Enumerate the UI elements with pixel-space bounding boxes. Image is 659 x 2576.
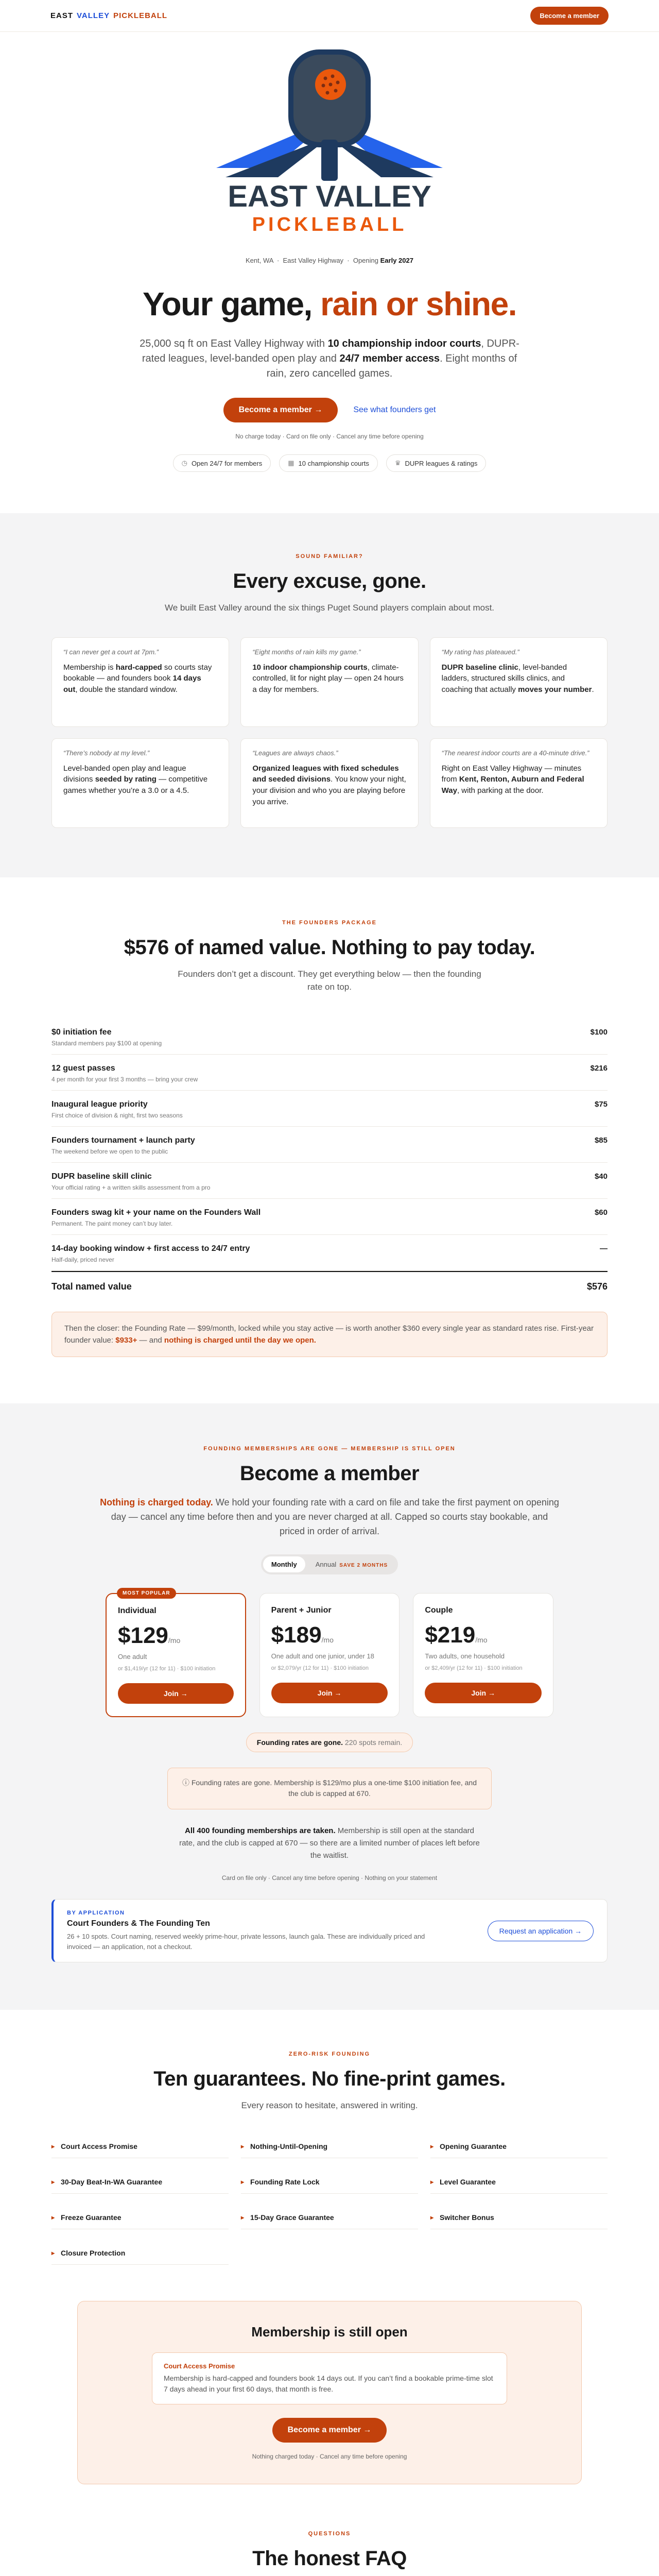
hero-become-member-button[interactable]: Become a member →: [223, 398, 338, 422]
guarantee-item[interactable]: ▸ Nothing-Until-Opening: [241, 2135, 418, 2158]
guarantee-item[interactable]: ▸ Switcher Bonus: [430, 2206, 608, 2229]
excuse-card: “The nearest indoor courts are a 40-minute drive.” Right on East Valley Highway — minutes from Kent, Renton, Auburn and Federal Way, with parking at the door.: [430, 738, 608, 828]
chevron-right-icon: ▸: [430, 2213, 434, 2221]
road-text: East Valley Highway: [283, 257, 344, 264]
chevron-right-icon: ▸: [51, 2178, 55, 2185]
nav-become-member-button[interactable]: Become a member: [530, 7, 609, 25]
value-row: $0 initiation fee Standard members pay $100 at opening $100: [51, 1019, 608, 1055]
chevron-right-icon: ▸: [241, 2213, 245, 2221]
excuse-card: “Eight months of rain kills my game.” 10 indoor championship courts, climate-controlled, lit for night play — open 24 hours a day for members.: [240, 637, 418, 727]
still-open-title: Membership is still open: [251, 2324, 408, 2340]
value-row: Founders tournament + launch party The weekend before we open to the public $85: [51, 1127, 608, 1163]
excuses-section: [0, 513, 659, 877]
feature-pills: [0, 454, 659, 472]
plan-cards: [106, 1590, 553, 1717]
still-open-become-member-button[interactable]: Become a member →: [272, 2418, 387, 2443]
founders-title: $576 of named value. Nothing to pay today.: [124, 936, 535, 959]
guarantees-subtitle: Every reason to hesitate, answered in writing.: [241, 2100, 418, 2111]
guarantee-item[interactable]: ▸ 30-Day Beat-In-WA Guarantee: [51, 2171, 229, 2194]
court-access-promise-card: Court Access Promise Membership is hard-capped and founders book 14 days out. If you can’t find a bookable prime-time slot 7 days ahead in your first 60 days, that month is free.: [152, 2352, 507, 2404]
founders-eyebrow: THE FOUNDERS PACKAGE: [282, 919, 377, 926]
faq-section: [0, 2520, 659, 2576]
excuse-card: “Leagues are always chaos.” Organized leagues with fixed schedules and seeded divisions. You know your night, your division and who you are playing before you arrive.: [240, 738, 418, 828]
guarantee-item[interactable]: ▸ 15-Day Grace Guarantee: [241, 2206, 418, 2229]
founders-closer-note: Then the closer: the Founding Rate — $99/month, locked while you stay active — is worth another $360 every single year as standard rates rise. First-year founder value: $933+ — and nothing is charged until the day we open.: [51, 1312, 608, 1358]
chevron-right-icon: ▸: [241, 2142, 245, 2150]
excuse-cards: [51, 637, 608, 828]
east-valley-pickleball-logo: [196, 44, 463, 245]
join-parent-junior-button[interactable]: Join →: [271, 1683, 388, 1703]
brand-word-pickleball: PICKLEBALL: [113, 11, 168, 20]
guarantee-list: [51, 2135, 608, 2265]
guarantee-item[interactable]: ▸ Court Access Promise: [51, 2135, 229, 2158]
chevron-right-icon: ▸: [241, 2178, 245, 2185]
see-founders-link[interactable]: See what founders get: [353, 405, 436, 414]
spots-remaining-pill: Founding rates are gone. 220 spots remain.: [246, 1733, 413, 1752]
value-row: DUPR baseline skill clinic Your official rating + a written skills assessment from a pro $40: [51, 1163, 608, 1199]
membership-small-note: Card on file only · Cancel any time before opening · Nothing on your statement: [221, 1874, 438, 1882]
hero-disclaimer: No charge today · Card on file only · Cancel any time before opening: [235, 433, 424, 440]
pill-courts: ▦ 10 championship courts: [279, 454, 378, 472]
brand-word-east: EAST: [50, 11, 74, 20]
most-popular-badge: MOST POPULAR: [117, 1588, 176, 1599]
excuse-card: “My rating has plateaued.” DUPR baseline clinic, level-banded ladders, structured skills clinics, and coaching that actually moves your number.: [430, 637, 608, 727]
guarantee-item[interactable]: ▸ Level Guarantee: [430, 2171, 608, 2194]
value-row: Inaugural league priority First choice of division & night, first two seasons $75: [51, 1091, 608, 1127]
chevron-right-icon: ▸: [51, 2213, 55, 2221]
hero-cta-row: [0, 398, 659, 422]
save-badge: SAVE 2 MONTHS: [339, 1562, 388, 1568]
clock-icon: ◷: [181, 459, 187, 467]
chevron-right-icon: ▸: [430, 2178, 434, 2185]
guarantee-item[interactable]: ▸ Freeze Guarantee: [51, 2206, 229, 2229]
excuse-card: “I can never get a court at 7pm.” Membership is hard-capped so courts stay bookable — and founders book 14 days out, double the standard window.: [51, 637, 229, 727]
faq-eyebrow: QUESTIONS: [308, 2530, 351, 2537]
join-individual-button[interactable]: Join →: [118, 1683, 234, 1704]
guarantees-eyebrow: ZERO-RISK FOUNDING: [288, 2051, 371, 2058]
membership-title: Become a member: [239, 1462, 420, 1485]
plan-card-parent-junior: Parent + Junior $189/mo One adult and one junior, under 18 or $2,079/yr (12 for 11) · $100 initiation Join →: [259, 1593, 400, 1717]
hero-title-accent: rain or shine.: [320, 285, 516, 323]
guarantees-title: Ten guarantees. No fine-print games.: [153, 2067, 506, 2091]
founders-subtitle: Founders don’t get a discount. They get everything below — then the founding rate on top.: [178, 969, 481, 992]
billing-toggle: [261, 1554, 398, 1574]
hero-meta: Kent, WA · East Valley Highway · Opening Early 2027: [246, 257, 413, 264]
plan-card-individual: MOST POPULAR Individual $129/mo One adult or $1,419/yr (12 for 11) · $100 initiation Join →: [106, 1593, 246, 1717]
excuses-eyebrow: SOUND FAMILIAR?: [296, 553, 363, 560]
application-card: BY APPLICATION Court Founders & The Founding Ten 26 + 10 spots. Court naming, reserved weekly prime-hour, private lessons, launch gala. These are individually priced and invoiced — an application, not a checkout. Request an application →: [51, 1899, 608, 1962]
info-icon: ⓘ: [182, 1778, 192, 1787]
hero-section: [0, 32, 659, 513]
request-application-button[interactable]: Request an application →: [488, 1921, 594, 1941]
membership-paragraph: Nothing is charged today. We hold your founding rate with a card on file and take the first payment on opening day — cancel any time before then and you are never charged at all. Capped so courts stay bookable, and priced in order of arrival.: [100, 1497, 559, 1536]
value-row: 12 guest passes 4 per month for your first 3 months — bring your crew $216: [51, 1055, 608, 1091]
value-row: 14-day booking window + first access to 24/7 entry Half-daily, priced never —: [51, 1235, 608, 1271]
chevron-right-icon: ▸: [51, 2142, 55, 2150]
still-open-box: [77, 2301, 582, 2484]
location-text: Kent, WA: [246, 257, 273, 264]
plan-card-couple: Couple $219/mo Two adults, one household or $2,409/yr (12 for 11) · $100 initiation Join →: [413, 1593, 553, 1717]
chevron-right-icon: ▸: [51, 2249, 55, 2257]
founders-section: [0, 877, 659, 1404]
excuses-title: Every excuse, gone.: [233, 570, 426, 592]
value-total-row: Total named value $576: [51, 1271, 608, 1301]
excuse-card: “There’s nobody at my level.” Level-banded open play and league divisions seeded by rating — competitive games whether you’re a 3.0 or a 4.5.: [51, 738, 229, 828]
hero-title: Your game, rain or shine.: [143, 285, 516, 323]
brand-word-valley: VALLEY: [77, 11, 110, 20]
brand-wordmark[interactable]: [50, 11, 167, 20]
membership-section: [0, 1403, 659, 2010]
excuses-subtitle: We built East Valley around the six things Puget Sound players complain about most.: [164, 603, 495, 613]
opening-label: Opening: [353, 257, 378, 264]
hero-subtitle: 25,000 sq ft on East Valley Highway with 10 championship indoor courts, DUPR-rated leagues, level-banded open play and 24/7 member access. Eight months of rain, zero cancelled games.: [140, 338, 519, 379]
founding-gone-notice: ⓘ Founding rates are gone. Membership is $129/mo plus a one-time $100 initiation fee, and the club is capped at 670.: [167, 1768, 492, 1809]
capacity-info: All 400 founding memberships are taken. Membership is still open at the standard rate, and the club is capped at 670 — so there are a limited number of places left before the waitlist.: [179, 1826, 480, 1860]
guarantee-item[interactable]: ▸ Closure Protection: [51, 2242, 229, 2265]
value-row: Founders swag kit + your name on the Founders Wall Permanent. The paint money can’t buy later. $60: [51, 1199, 608, 1235]
toggle-annual[interactable]: Annual SAVE 2 MONTHS: [315, 1560, 388, 1568]
svg-text:EAST VALLEY: EAST VALLEY: [228, 180, 431, 213]
guarantee-item[interactable]: ▸ Opening Guarantee: [430, 2135, 608, 2158]
membership-eyebrow: FOUNDING MEMBERSHIPS ARE GONE — MEMBERSHIP IS STILL OPEN: [203, 1446, 456, 1452]
toggle-monthly[interactable]: Monthly: [263, 1556, 305, 1572]
trophy-icon: ♛: [394, 459, 401, 467]
navbar: [0, 0, 659, 32]
guarantees-section: [0, 2010, 659, 2520]
pill-24-7: ◷ Open 24/7 for members: [173, 454, 271, 472]
chevron-right-icon: ▸: [430, 2142, 434, 2150]
court-icon: ▦: [288, 459, 294, 467]
opening-value: Early 2027: [380, 257, 413, 264]
join-couple-button[interactable]: Join →: [425, 1683, 542, 1703]
value-table: [51, 1019, 608, 1301]
guarantee-item[interactable]: ▸ Founding Rate Lock: [241, 2171, 418, 2194]
still-open-note: Nothing charged today · Cancel any time before opening: [252, 2452, 407, 2460]
svg-text:PICKLEBALL: PICKLEBALL: [252, 214, 407, 235]
faq-title: The honest FAQ: [252, 2547, 407, 2570]
pill-dupr: ♛ DUPR leagues & ratings: [386, 454, 487, 472]
